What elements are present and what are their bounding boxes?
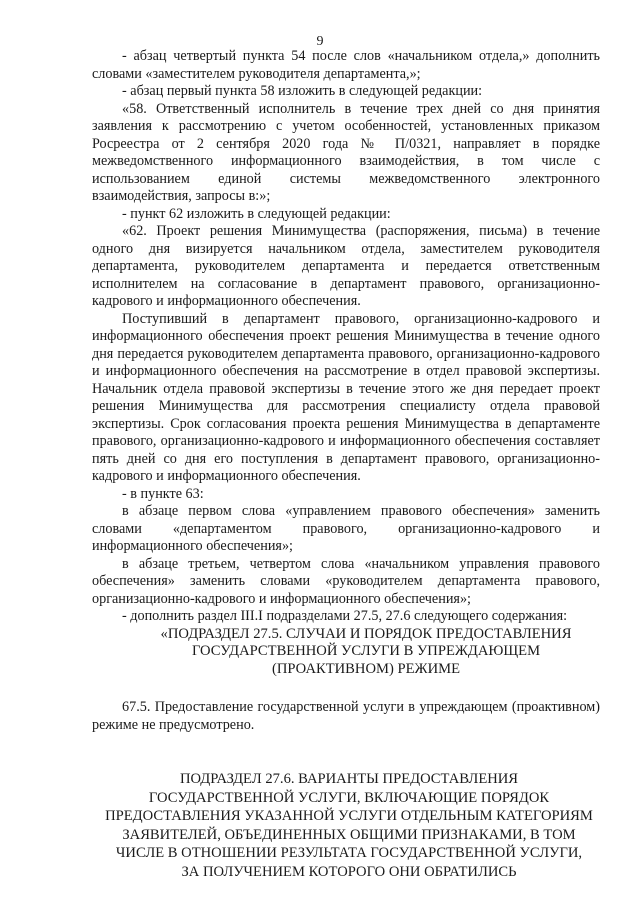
- paragraph: «58. Ответственный исполнитель в течение трех дней со дня принятия заявления к рассмотрению с учетом особенностей, установленных приказом Росреестра от 2 сентября 2020 года № П/0321, направляет в порядке межведомственного информационного взаимодействия, в том числе с использованием единой системы межведомственного электронного взаимодействия, запросы в:»;: [92, 100, 600, 204]
- paragraph: - абзац четвертый пункта 54 после слов «начальником отдела,» дополнить словами «заместителем руководителя департамента,»;: [92, 48, 600, 82]
- heading-line: ГОСУДАРСТВЕННОЙ УСЛУГИ В УПРЕЖДАЮЩЕМ: [191, 643, 541, 659]
- heading-subsection-27-6: [92, 770, 600, 881]
- paragraph: в абзаце первом слова «управлением правового обеспечения» заменить словами «департаментом правового, организационно-кадрового и информационного обеспечения»;: [92, 503, 600, 554]
- document-body: [92, 48, 600, 881]
- paragraph: - дополнить раздел III.I подразделами 27.5, 27.6 следующего содержания:: [122, 608, 568, 624]
- paragraph: Поступивший в департамент правового, организационно-кадрового и информационного обеспечения проект решения Минимущества в течение одного дня передается руководителем департамента правового, организационно-кадрового и информационного обеспечения на рассмотрение в отдел правовой экспертизы. Начальник отдела правовой экспертизы в течение этого же дня передает проект решения Минимущества для рассмотрения специалисту отдела правовой экспертизы. Срок согласования проекта решения Минимущества в департаменте правового, организационно-кадрового и информационного обеспечения составляет пять дней со дня его поступления в департамент правового, организационно-кадрового и информационного обеспечения.: [92, 310, 600, 484]
- heading-line: ЧИСЛЕ В ОТНОШЕНИИ РЕЗУЛЬТАТА ГОСУДАРСТВЕННОЙ УСЛУГИ,: [115, 845, 583, 861]
- paragraph: в абзаце третьем, четвертом слова «начальником управления правового обеспечения» заменить словами «руководителем департамента правового, организационно-кадрового и информационного обеспечения»;: [92, 555, 600, 607]
- paragraph: «62. Проект решения Минимущества (распоряжения, письма) в течение одного дня визируется начальником отдела, заместителем руководителя департамента, руководителем департамента и передается ответственным исполнителем на согласование в департамент правового, организационно-кадрового и информационного обеспечения.: [92, 223, 600, 309]
- page-number: 9: [316, 34, 324, 49]
- heading-line: ПОДРАЗДЕЛ 27.6. ВАРИАНТЫ ПРЕДОСТАВЛЕНИЯ: [179, 771, 519, 787]
- heading-subsection-27-5: [92, 626, 600, 679]
- heading-line: ПРЕДОСТАВЛЕНИЯ УКАЗАННОЙ УСЛУГИ ОТДЕЛЬНЫМ КАТЕГОРИЯМ: [105, 808, 593, 824]
- heading-line: ЗА ПОЛУЧЕНИЕМ КОТОРОГО ОНИ ОБРАТИЛИСЬ: [181, 863, 517, 880]
- heading-line: ЗАЯВИТЕЛЕЙ, ОБЪЕДИНЕННЫХ ОБЩИМИ ПРИЗНАКАМИ, В ТОМ: [122, 826, 576, 843]
- paragraph: - абзац первый пункта 58 изложить в следующей редакции:: [122, 83, 483, 99]
- paragraph: - пункт 62 изложить в следующей редакции:: [122, 205, 391, 222]
- paragraph: - в пункте 63:: [122, 485, 204, 502]
- item-67-5: 67.5. Предоставление государственной услуги в упреждающем (проактивном) режиме не предусмотрено.: [92, 699, 600, 733]
- heading-line: «ПОДРАЗДЕЛ 27.5. СЛУЧАИ И ПОРЯДОК ПРЕДОСТАВЛЕНИЯ: [160, 625, 572, 642]
- heading-line: (ПРОАКТИВНОМ) РЕЖИМЕ: [271, 660, 461, 677]
- heading-line: ГОСУДАРСТВЕННОЙ УСЛУГИ, ВКЛЮЧАЮЩИЕ ПОРЯДОК: [148, 789, 550, 806]
